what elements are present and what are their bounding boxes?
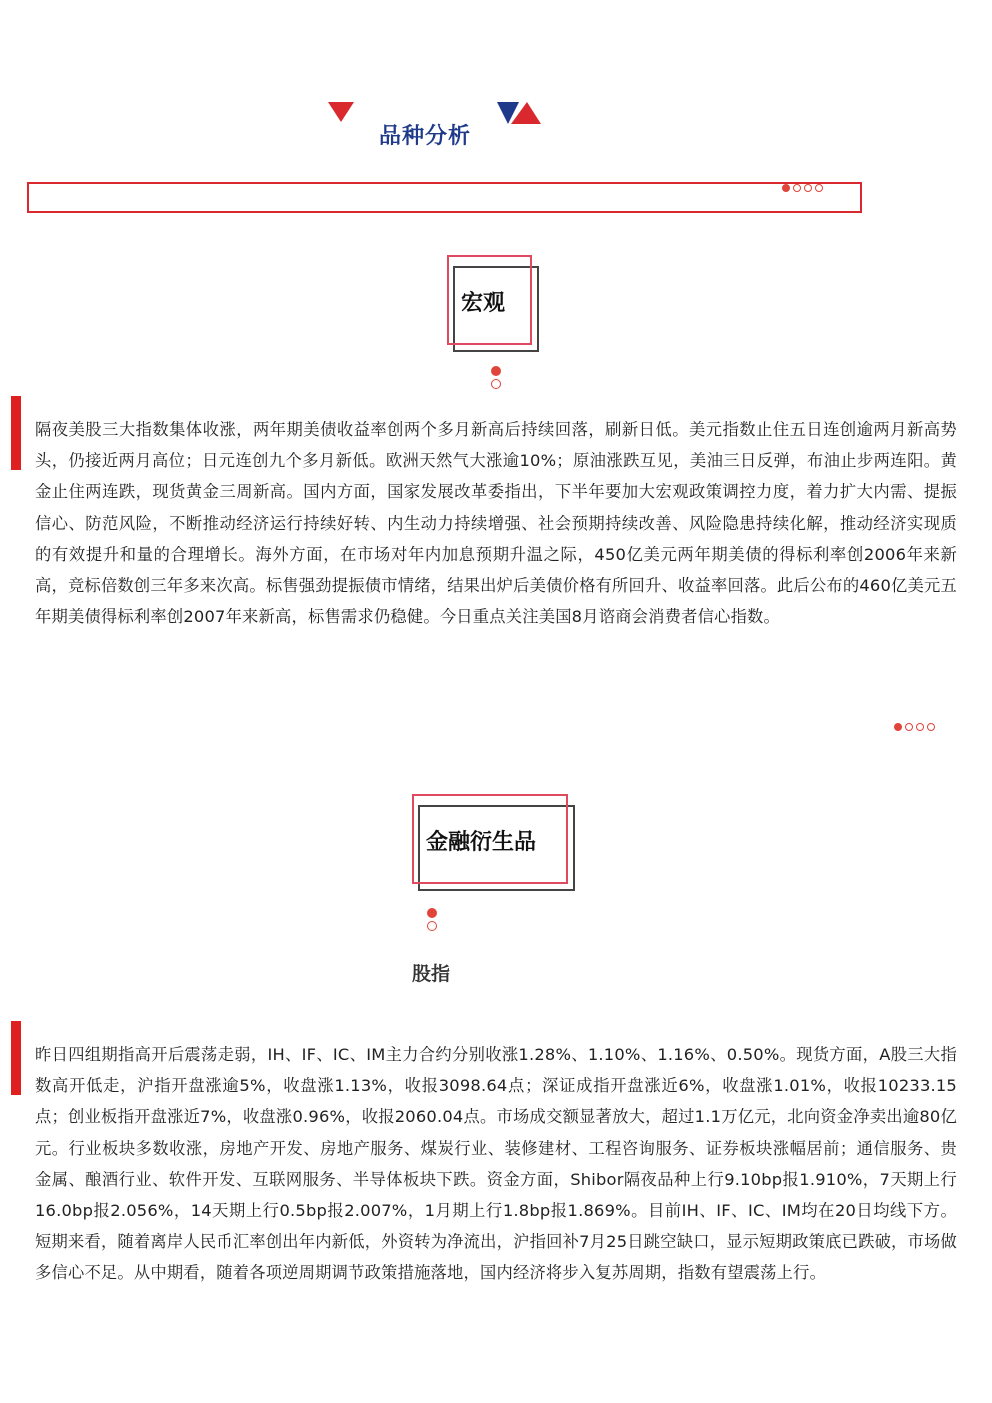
- dot-icon: [804, 184, 812, 192]
- section-dots: [427, 908, 437, 931]
- progress-dots: [894, 723, 935, 731]
- red-triangle-decoration: [328, 102, 354, 122]
- dot-icon: [782, 184, 790, 192]
- dot-icon: [427, 921, 437, 931]
- section-label-derivatives: 金融衍生品: [426, 830, 537, 855]
- paragraph-accent-bar: [11, 1021, 21, 1095]
- dot-icon: [793, 184, 801, 192]
- dot-icon: [815, 184, 823, 192]
- paragraph-accent-bar: [11, 396, 21, 470]
- macro-paragraph: 隔夜美股三大指数集体收涨，两年期美债收益率创两个多月新高后持续回落，刷新日低。美元指数止住五日连创逾两月新高势头，仍接近两月高位；日元连创九个多月新低。欧洲天然气大涨逾10%；原油涨跌互见，美油三日反弹，布油止步两连阳。黄金止住两连跌，现货黄金三周新高。国内方面，国家发展改革委指出，下半年要加大宏观政策调控力度，着力扩大内需、提振信心、防范风险，不断推动经济运行持续好转、内生动力持续增强、社会预期持续改善、风险隐患持续化解，推动经济实现质的有效提升和量的合理增长。海外方面，在市场对年内加息预期升温之际，450亿美元两年期美债的得标利率创2006年来新高，竞标倍数创三年多来次高。标售强劲提振债市情绪，结果出炉后美债价格有所回升、收益率回落。此后公布的460亿美元五年期美债得标利率创2007年来新高，标售需求仍稳健。今日重点关注美国8月谘商会消费者信心指数。: [35, 420, 957, 627]
- blue-red-triangle-decoration: [497, 102, 541, 124]
- dot-icon: [491, 366, 501, 376]
- subsection-title: 股指: [412, 963, 451, 985]
- dot-icon: [491, 379, 501, 389]
- title-bar-frame: [27, 182, 862, 213]
- index-paragraph: 昨日四组期指高开后震荡走弱，IH、IF、IC、IM主力合约分别收涨1.28%、1.10%、1.16%、0.50%。现货方面，A股三大指数高开低走，沪指开盘涨逾5%，收盘涨1.13%，收报3098.64点；深证成指开盘涨近6%，收盘涨1.01%，收报10233.15点；创业板指开盘涨近7%，收盘涨0.96%，收报2060.04点。市场成交额显著放大，超过1.1万亿元，北向资金净卖出逾80亿元。行业板块多数收涨，房地产开发、房地产服务、煤炭行业、装修建材、工程咨询服务、证券板块涨幅居前；通信服务、贵金属、酿酒行业、软件开发、互联网服务、半导体板块下跌。资金方面，Shibor隔夜品种上行9.10bp报1.910%，7天期上行16.0bp报2.056%，14天期上行0.5bp报2.007%，1月期上行1.8bp报1.869%。目前IH、IF、IC、IM均在20日均线下方。短期来看，随着离岸人民币汇率创出年内新低，外资转为净流出，沪指回补7月25日跳空缺口，显示短期政策底已跌破，市场做多信心不足。从中期看，随着各项逆周期调节政策措施落地，国内经济将步入复苏周期，指数有望震荡上行。: [35, 1045, 957, 1283]
- dot-icon: [927, 723, 935, 731]
- page-title: 品种分析: [378, 124, 471, 149]
- dot-icon: [894, 723, 902, 731]
- progress-dots: [782, 184, 823, 192]
- dot-icon: [916, 723, 924, 731]
- section-label-macro: 宏观: [461, 291, 506, 316]
- section-dots: [491, 366, 501, 389]
- dot-icon: [427, 908, 437, 918]
- dot-icon: [905, 723, 913, 731]
